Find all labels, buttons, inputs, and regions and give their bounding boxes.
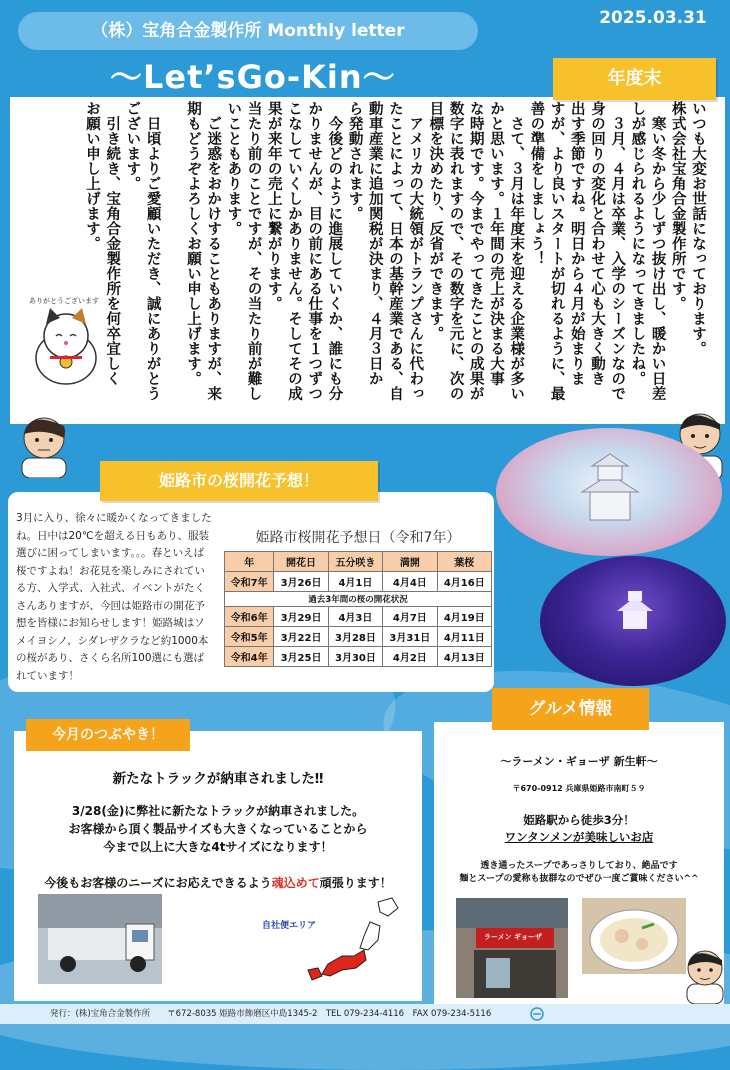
table-cell: 4月3日 — [328, 607, 382, 627]
bloom-forecast-table — [224, 551, 492, 667]
castle-silhouette — [560, 450, 660, 530]
year-end-text-column: さて、３月は年度末を迎える企業様が多い — [508, 101, 525, 401]
shop-description: 麺とスープの愛称も抜群なのでぜひ一度ご賞味ください^^ — [459, 874, 699, 884]
tweet-closing-emphasis: 魂込めて — [271, 876, 320, 890]
year-end-text-column: 身の回りの変化と合わせて心も大きく動き — [589, 101, 605, 386]
bloom-table-title: 姫路市桜開花予想日（令和7年） — [255, 530, 461, 546]
year-end-text-column: いこともあります。 — [225, 101, 242, 236]
year-end-text-column: いつも大変お世話になっております。 — [690, 101, 706, 356]
table-header-cell: 五分咲き — [328, 552, 382, 572]
year-end-text-column: かりませんが、目の前にある仕事を１つずつ — [306, 101, 323, 401]
tweet-line: 3/28(金)に弊社に新たなトラックが納車されました。 — [71, 804, 365, 818]
shop-sign-text: ラーメン ギョーザ — [483, 933, 543, 941]
table-cell: 4月16日 — [437, 572, 491, 592]
table-cell: 3月22日 — [274, 627, 328, 647]
table-cell: 4月13日 — [437, 647, 491, 667]
year-end-text-column: 目標を決めたり、反省ができます。 — [427, 101, 444, 341]
publisher-info: 発行：(株)宝角合金製作所 〒672-8035 姫路市飾磨区中島1345-2 TEL 079-234-4116 FAX 079-234-5116 — [50, 1009, 492, 1019]
year-end-text-column: 寒い冬から少しずつ抜け出し、暖かい日差 — [649, 101, 666, 401]
table-cell: 3月30日 — [328, 647, 382, 667]
table-header-cell: 葉桜 — [437, 552, 491, 572]
table-header-cell: 年 — [225, 552, 274, 572]
table-header-cell: 満開 — [383, 552, 437, 572]
table-cell: 4月11日 — [437, 627, 491, 647]
truck-photo — [38, 894, 162, 984]
year-end-text-column: 日頃よりご愛顧いただき、誠にありがとう — [144, 101, 161, 401]
table-cell: 4月2日 — [383, 647, 437, 667]
tweet-headline: 新たなトラックが納車されました‼ — [112, 771, 324, 787]
wonton-noodle-photo — [582, 898, 686, 974]
company-mark-icon — [530, 1007, 544, 1021]
year-end-text-column: 今後どのように進展していくか、誰にも分 — [326, 101, 343, 401]
shop-recommendation: ワンタンメンが美味しいお店 — [504, 830, 654, 844]
tweet-closing-text: 今後もお客様のニーズにお応えできるよう — [44, 876, 272, 890]
year-end-text-column: しが感じられるようになってきましたね。 — [629, 101, 646, 386]
tweet-line: お客様から頂く製品サイズも大きくなっていることから — [68, 822, 368, 836]
delivery-area-label: 自社便エリア — [262, 921, 317, 931]
table-cell: 3月29日 — [274, 607, 328, 627]
table-header-row — [225, 552, 492, 572]
tweet-line: 今まで以上に大きな4tサイズになります！ — [103, 840, 333, 854]
japan-map — [300, 896, 410, 982]
year-end-text-column: 善の準備をしましょう！ — [528, 101, 545, 266]
year-end-label: 年度末 — [553, 58, 716, 100]
table-cell: 令和4年 — [225, 647, 274, 667]
newsletter-title: （株）宝角合金製作所 Monthly letter — [91, 21, 405, 41]
year-end-text-column: 出す季節ですね。明日から４月が始まりま — [568, 101, 585, 386]
table-note-row — [225, 592, 492, 607]
table-cell: 3月28日 — [328, 627, 382, 647]
table-cell: 4月7日 — [383, 607, 437, 627]
year-end-text-column: 動車産業に追加関税が決まり、４月３日か — [366, 101, 383, 386]
table-row — [225, 572, 492, 592]
table-cell: 4月19日 — [437, 607, 491, 627]
table-row — [225, 607, 492, 627]
issue-date: 2025.03.31 — [599, 8, 707, 28]
shop-access: 姫路駅から徒歩3分！ — [523, 813, 635, 827]
table-cell: 3月31日 — [383, 627, 437, 647]
table-cell: 令和7年 — [225, 572, 274, 592]
staff-avatar-bottom — [684, 944, 726, 1004]
past-years-note: 過去3年間の桜の開花状況 — [225, 592, 492, 607]
table-cell: 3月25日 — [274, 647, 328, 667]
table-row — [225, 647, 492, 667]
table-cell: 4月4日 — [383, 572, 437, 592]
castle-night-silhouette — [605, 585, 665, 635]
shop-name: 〜ラーメン・ギョーザ 新生軒〜 — [500, 755, 658, 768]
newsletter-logo: 〜Let’sGo-Kin〜 — [110, 58, 396, 96]
sakura-description: 3月に入り、徐々に暖かくなってきましたね。日中は20℃を超える日もあり、服装選びに困ってしまいます。。。春といえば桜ですよね！お花見を楽しみにされている方、入学式、入社式、イベントがたくさんありますが、今回は姫路市の開花予想を皆様にお知らせします！姫路城はソメイヨシノ、シダレザクラなど約1000本の桜があり、さくら名所100選にも選ばれています！ — [16, 512, 212, 682]
tweet-label: 今月のつぶやき！ — [26, 719, 190, 751]
year-end-text-column: 数字に表れますので、その数字を元に、次の — [447, 101, 464, 401]
year-end-text-column: かと思います。１年間の売上が決まる大事 — [488, 101, 504, 386]
year-end-text-column: 株式会社宝角合金製作所です。 — [669, 101, 686, 311]
year-end-text-column: たことによって、日本の基幹産業である、自 — [387, 101, 403, 401]
table-cell: 令和6年 — [225, 607, 274, 627]
year-end-text-column: すが、より良いスタートが切れるように、最 — [548, 101, 565, 401]
tweet-body — [14, 802, 422, 856]
year-end-text-column: な時期です。今までやってきたことの成果が — [467, 101, 484, 401]
table-cell: 令和5年 — [225, 627, 274, 647]
table-header-cell: 開花日 — [274, 552, 328, 572]
year-end-text-column: 期もどうぞよろしくお願い申し上げます。 — [185, 101, 201, 386]
tweet-closing — [14, 874, 422, 891]
year-end-text-column: 果が来年の売上に繋がります。 — [265, 101, 282, 311]
year-end-text-column: ご迷惑をおかけすることもありますが、来 — [205, 101, 222, 401]
table-cell: 3月26日 — [274, 572, 328, 592]
shop-address: 〒670-0912 兵庫県姫路市南町５９ — [512, 784, 646, 793]
cat-caption: ありがとうございます — [29, 297, 99, 305]
year-end-text-column: こなしていくしかありません。そしてその成 — [286, 101, 302, 401]
year-end-text-column: 引き続き、宝角合金製作所を何卒宜しく — [104, 101, 121, 386]
tweet-closing-text: 頑張ります！ — [319, 876, 392, 890]
year-end-text-column: ございます。 — [124, 101, 141, 191]
gourmet-label: グルメ情報 — [492, 688, 649, 730]
footer-bar — [0, 1004, 730, 1024]
year-end-text-column: アメリカの大統領がトランプさんに代わっ — [407, 101, 424, 401]
shop-description: 透き通ったスープであっさりしており、絶品です — [480, 861, 678, 871]
shop-front-photo — [456, 898, 568, 998]
year-end-text-column: 当たり前のことですが、その当たり前が難し — [245, 101, 262, 401]
sakura-label: 姫路市の桜開花予想！ — [100, 461, 378, 501]
lucky-cat-illustration — [28, 306, 104, 386]
staff-avatar-left — [16, 408, 72, 478]
year-end-text-column: ３月、４月は卒業、入学のシーズンなので — [609, 101, 626, 401]
year-end-text-column: お願い申し上げます。 — [84, 101, 100, 251]
table-cell: 4月1日 — [328, 572, 382, 592]
year-end-text-column: ら発動されます。 — [346, 101, 363, 221]
table-row — [225, 627, 492, 647]
